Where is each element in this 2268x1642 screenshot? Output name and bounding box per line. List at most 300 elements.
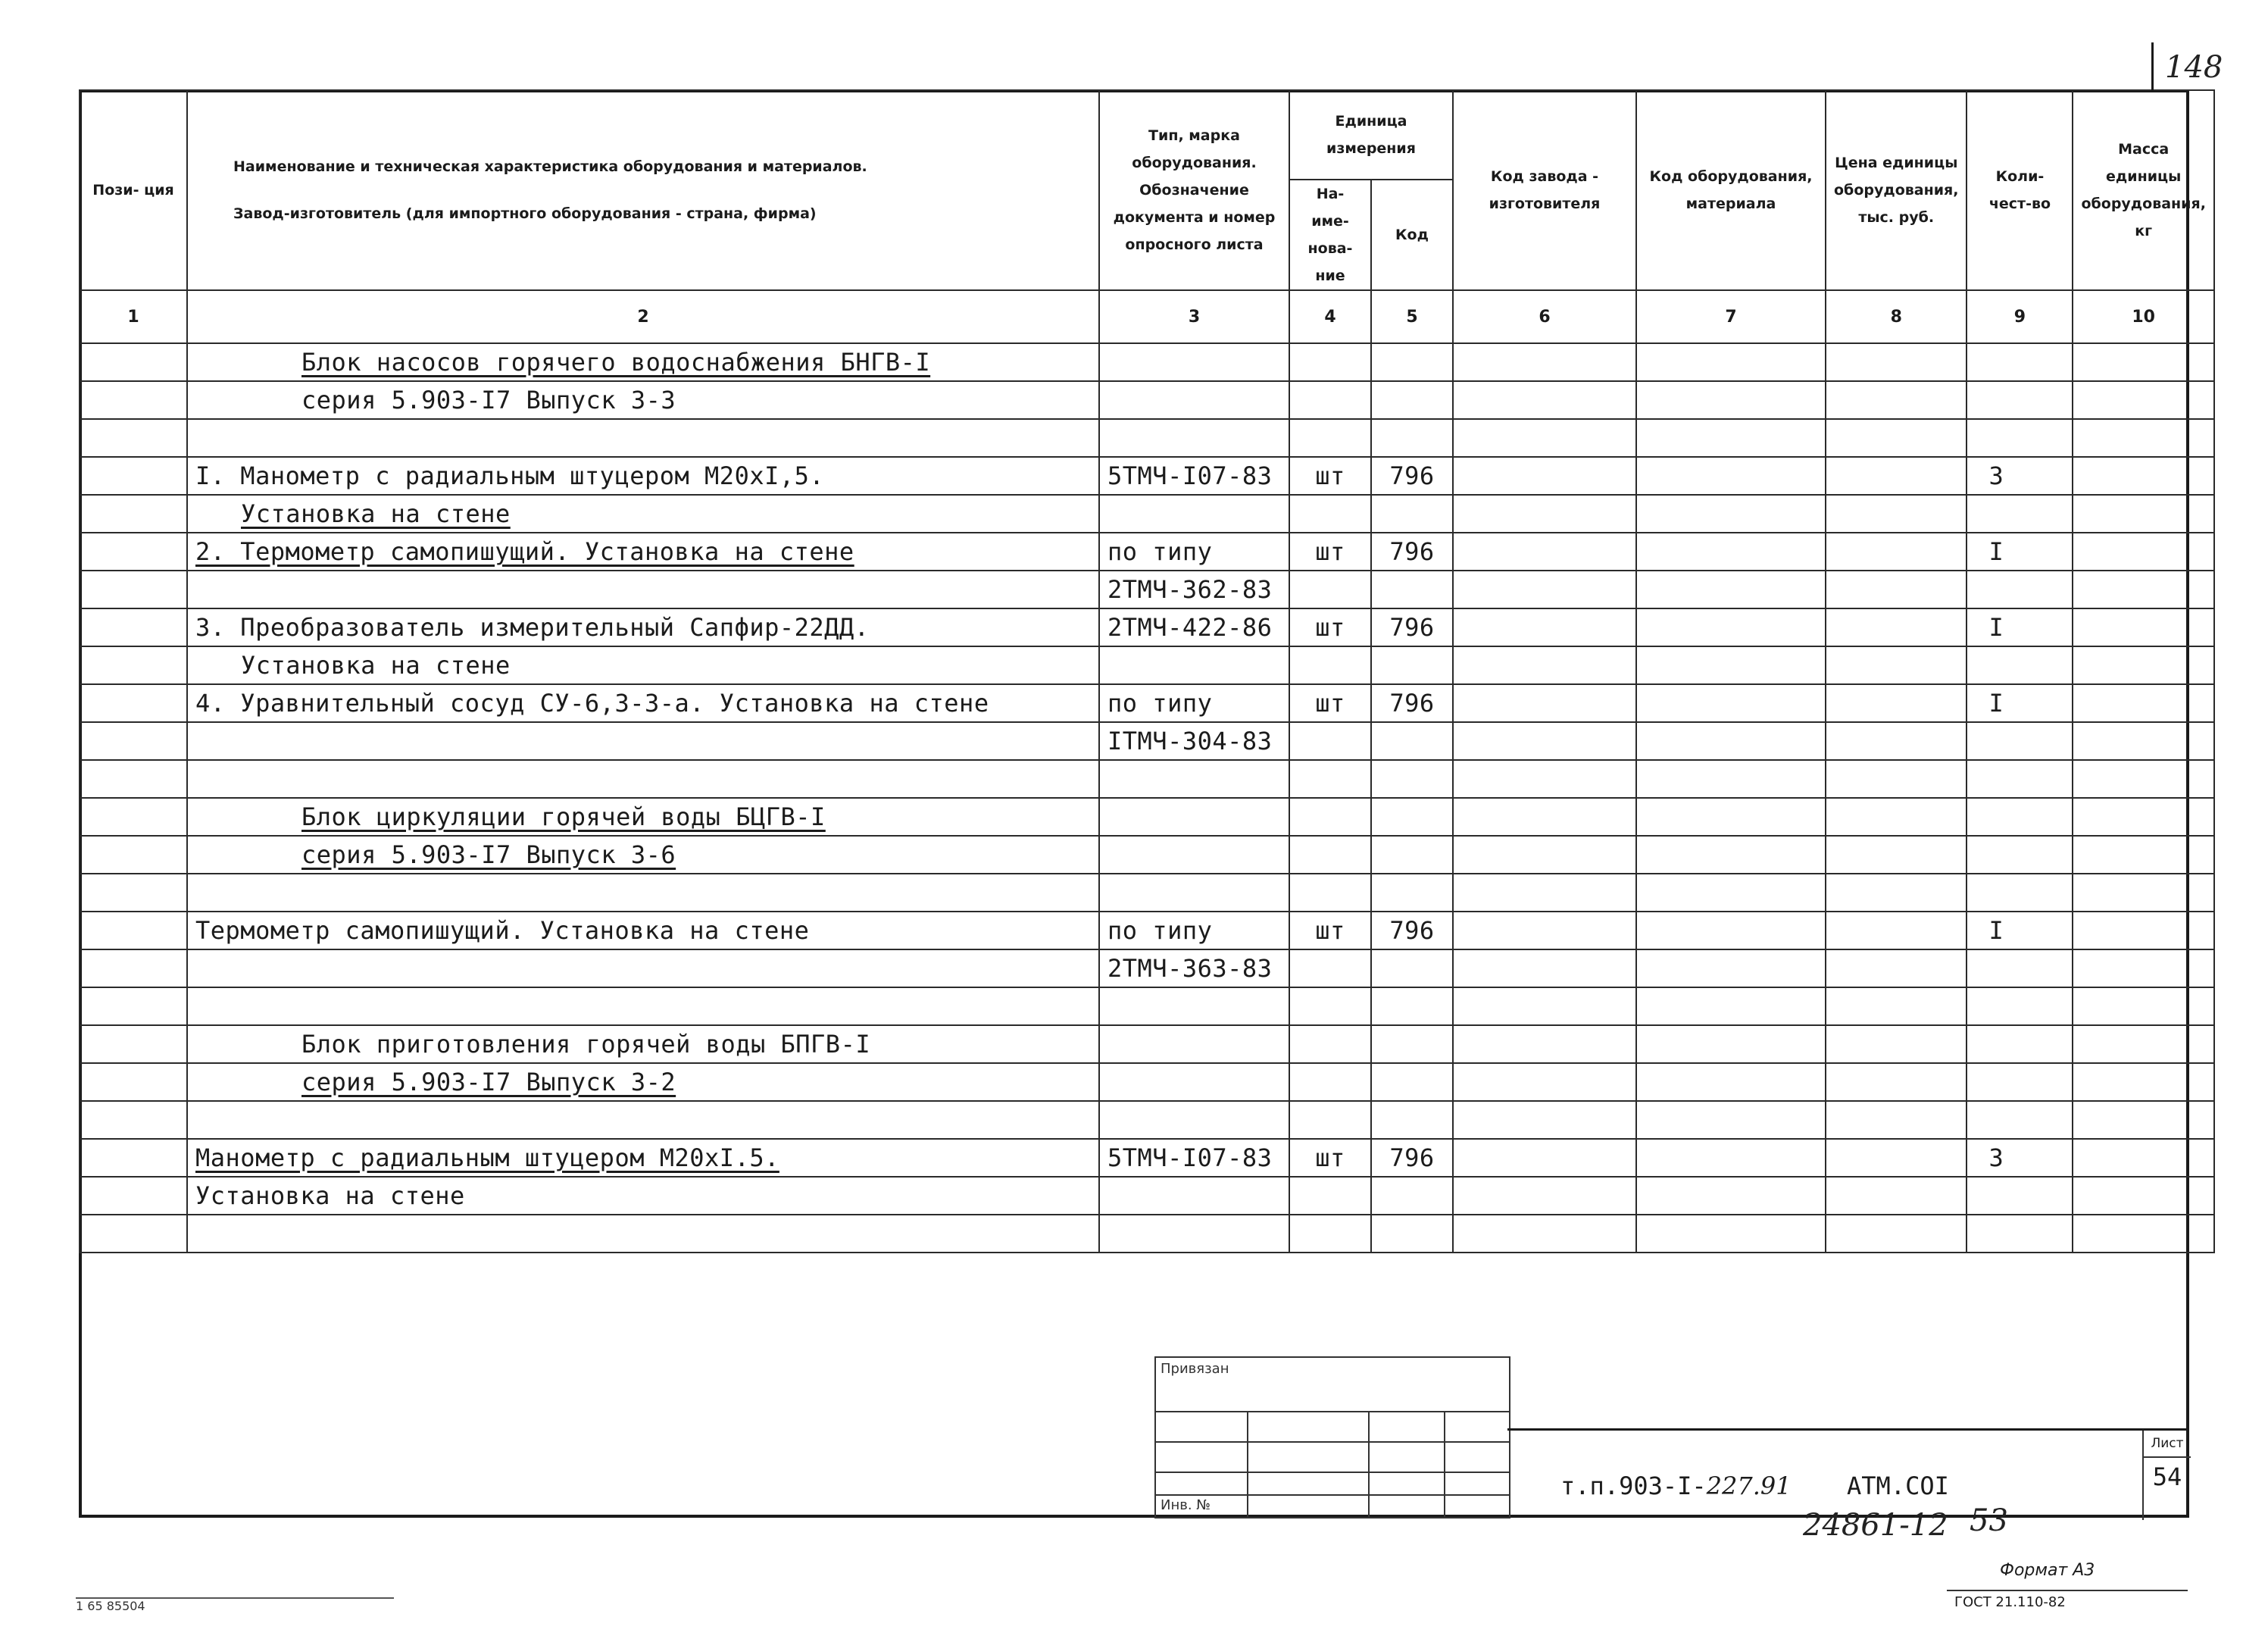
cell-empty (2073, 1139, 2213, 1177)
cell-type (1099, 1025, 1289, 1063)
cell-empty (1453, 457, 1636, 495)
sheet-label: Лист (2144, 1431, 2191, 1458)
cell-code: 796 (1371, 608, 1453, 646)
cell-empty (1826, 1215, 1967, 1253)
cell-empty (2073, 1215, 2213, 1253)
cell-empty (1826, 419, 1967, 457)
cell-empty (2073, 912, 2213, 949)
cell-unit (1289, 419, 1371, 457)
cell-type (1099, 987, 1289, 1025)
cell-name: Установка на стене (187, 1177, 1099, 1215)
cell-type: 2ТМЧ-363-83 (1099, 949, 1289, 987)
cell-empty (1453, 722, 1636, 760)
cell-empty (1636, 912, 1826, 949)
cell-empty (1636, 457, 1826, 495)
table-row (80, 419, 2214, 457)
cell-empty (1636, 684, 1826, 722)
cell-type (1099, 495, 1289, 533)
cell-empty (1453, 949, 1636, 987)
cell-empty (2073, 495, 2213, 533)
table-row (80, 684, 2214, 722)
cell-empty (80, 798, 187, 836)
cell-empty (80, 874, 187, 912)
cell-empty (80, 381, 187, 419)
stamp-label-top: Привязан (1161, 1361, 1229, 1377)
header-unit-code: Код (1371, 180, 1453, 290)
cell-type (1099, 760, 1289, 798)
cell-code: 796 (1371, 912, 1453, 949)
cell-qty: I (1967, 912, 2073, 949)
cell-unit: шт (1289, 1139, 1371, 1177)
cell-type: 5ТМЧ-I07-83 (1099, 1139, 1289, 1177)
cell-empty (1453, 1101, 1636, 1139)
cell-qty (1967, 343, 2073, 381)
cell-qty: 3 (1967, 457, 2073, 495)
cell-qty (1967, 1025, 2073, 1063)
cell-code (1371, 646, 1453, 684)
cell-name: серия 5.903-I7 Выпуск 3-6 (187, 836, 1099, 874)
table-row (80, 760, 2214, 798)
cell-code (1371, 987, 1453, 1025)
cell-code (1371, 722, 1453, 760)
cell-empty (80, 1139, 187, 1177)
cell-code: 796 (1371, 1139, 1453, 1177)
title-block (1507, 1428, 2189, 1520)
cell-empty (80, 343, 187, 381)
cell-empty (2073, 836, 2213, 874)
cell-empty (1636, 1177, 1826, 1215)
cell-qty (1967, 798, 2073, 836)
cell-qty (1967, 1063, 2073, 1101)
cell-empty (1636, 608, 1826, 646)
cell-empty (1826, 1101, 1967, 1139)
cell-code: 796 (1371, 684, 1453, 722)
cell-unit (1289, 1101, 1371, 1139)
cell-empty (1453, 874, 1636, 912)
table-row (80, 495, 2214, 533)
cell-code (1371, 381, 1453, 419)
col-number: 10 (2073, 290, 2213, 343)
table-row (80, 1139, 2214, 1177)
cell-type: 2ТМЧ-362-83 (1099, 571, 1289, 608)
cell-type (1099, 874, 1289, 912)
cell-unit: шт (1289, 608, 1371, 646)
col-number: 8 (1826, 290, 1967, 343)
cell-empty (80, 987, 187, 1025)
cell-empty (2073, 608, 2213, 646)
cell-name (187, 874, 1099, 912)
cell-code (1371, 1177, 1453, 1215)
cell-empty (1636, 949, 1826, 987)
page-corner-number: 148 (2165, 50, 2223, 85)
table-row (80, 912, 2214, 949)
cell-empty (1636, 419, 1826, 457)
table-row (80, 1215, 2214, 1253)
header-plant-code: Код завода - изготовителя (1453, 90, 1636, 290)
handwritten-inventory: 24861-12 (1803, 1508, 1948, 1543)
cell-empty (1453, 1063, 1636, 1101)
cell-empty (80, 419, 187, 457)
cell-empty (80, 533, 187, 571)
cell-empty (2073, 1177, 2213, 1215)
cell-qty (1967, 874, 2073, 912)
cell-empty (1826, 608, 1967, 646)
cell-empty (1826, 646, 1967, 684)
cell-qty (1967, 722, 2073, 760)
cell-empty (1453, 533, 1636, 571)
cell-empty (80, 646, 187, 684)
cell-empty (1636, 1063, 1826, 1101)
table-row (80, 836, 2214, 874)
cell-empty (2073, 987, 2213, 1025)
cell-empty (2073, 874, 2213, 912)
cell-empty (1453, 646, 1636, 684)
cell-empty (1636, 722, 1826, 760)
corner-bottom-left: 1 65 85504 (76, 1599, 145, 1613)
table-row (80, 1025, 2214, 1063)
cell-name: Блок приготовления горячей воды БПГВ-I (187, 1025, 1099, 1063)
cell-qty (1967, 760, 2073, 798)
cell-code (1371, 874, 1453, 912)
cell-empty (1826, 1139, 1967, 1177)
table-row (80, 1177, 2214, 1215)
cell-empty (1636, 381, 1826, 419)
header-type: Тип, марка оборудования. Обозначение документа и номер опросного листа (1099, 90, 1289, 290)
cell-empty (1636, 1139, 1826, 1177)
cell-empty (1826, 571, 1967, 608)
cell-name: Установка на стене (187, 646, 1099, 684)
cell-qty (1967, 381, 2073, 419)
col-number: 5 (1371, 290, 1453, 343)
cell-qty (1967, 1177, 2073, 1215)
specification-table (79, 89, 2215, 1253)
cell-empty (1826, 457, 1967, 495)
cell-empty (1826, 987, 1967, 1025)
cell-empty (1453, 419, 1636, 457)
cell-empty (2073, 722, 2213, 760)
header-equip-code: Код оборудования, материала (1636, 90, 1826, 290)
cell-empty (2073, 684, 2213, 722)
cell-qty (1967, 949, 2073, 987)
cell-name: Манометр с радиальным штуцером М20хI.5. (187, 1139, 1099, 1177)
table-row (80, 646, 2214, 684)
cell-qty (1967, 836, 2073, 874)
cell-code (1371, 1215, 1453, 1253)
cell-empty (2073, 343, 2213, 381)
cell-unit (1289, 381, 1371, 419)
header-qty: Коли-чест-во (1967, 90, 2073, 290)
col-number: 2 (187, 290, 1099, 343)
cell-name: Блок циркуляции горячей воды БЦГВ-I (187, 798, 1099, 836)
header-position: Пози- ция (80, 90, 187, 290)
cell-name: 2. Термометр самопишущий. Установка на стене (187, 533, 1099, 571)
sheet-number-box (2142, 1431, 2191, 1520)
cell-qty (1967, 571, 2073, 608)
cell-empty (1826, 343, 1967, 381)
cell-empty (1826, 874, 1967, 912)
cell-unit (1289, 874, 1371, 912)
table-body (80, 343, 2214, 1253)
cell-unit (1289, 798, 1371, 836)
cell-empty (1636, 495, 1826, 533)
cell-code: 796 (1371, 457, 1453, 495)
cell-empty (2073, 1025, 2213, 1063)
stamp-label-bottom: Инв. № (1161, 1497, 1211, 1513)
cell-code (1371, 949, 1453, 987)
cell-empty (80, 1215, 187, 1253)
cell-empty (1636, 533, 1826, 571)
header-name: Наименование и техническая характеристика оборудования и материалов. Завод-изготовитель (для импортного оборудования - страна, фирма) (187, 90, 1099, 290)
cell-qty: I (1967, 608, 2073, 646)
table-row (80, 533, 2214, 571)
cell-empty (80, 1101, 187, 1139)
cell-unit (1289, 987, 1371, 1025)
cell-name (187, 949, 1099, 987)
cell-empty (2073, 760, 2213, 798)
cell-type (1099, 1177, 1289, 1215)
cell-name: I. Манометр с радиальным штуцером М20хI,5. (187, 457, 1099, 495)
cell-name (187, 1101, 1099, 1139)
doc-code: т.п.903-I-227.91 (1560, 1472, 1792, 1500)
cell-empty (1826, 912, 1967, 949)
handwritten-inventory-2: 53 (1970, 1503, 2008, 1538)
doc-suffix: АТМ.СОI (1847, 1472, 1949, 1500)
cell-empty (1636, 836, 1826, 874)
cell-empty (1453, 1139, 1636, 1177)
cell-empty (1826, 836, 1967, 874)
format-label: Формат А3 (2000, 1561, 2095, 1580)
cell-name (187, 987, 1099, 1025)
cell-type (1099, 1215, 1289, 1253)
cell-empty (80, 1025, 187, 1063)
cell-type (1099, 836, 1289, 874)
cell-empty (80, 684, 187, 722)
cell-type (1099, 646, 1289, 684)
cell-empty (1453, 1025, 1636, 1063)
cell-empty (1636, 1215, 1826, 1253)
sheet-number: 54 (2152, 1462, 2182, 1491)
table-row (80, 343, 2214, 381)
cell-unit: шт (1289, 457, 1371, 495)
cell-qty: 3 (1967, 1139, 2073, 1177)
cell-empty (1636, 798, 1826, 836)
cell-empty (1636, 343, 1826, 381)
cell-name (187, 722, 1099, 760)
table-row (80, 874, 2214, 912)
cell-name: Термометр самопишущий. Установка на стене (187, 912, 1099, 949)
cell-qty: I (1967, 533, 2073, 571)
cell-empty (2073, 1101, 2213, 1139)
cell-unit (1289, 760, 1371, 798)
cell-code (1371, 1025, 1453, 1063)
cell-empty (2073, 798, 2213, 836)
cell-empty (2073, 571, 2213, 608)
cell-empty (1453, 343, 1636, 381)
cell-unit (1289, 836, 1371, 874)
table-row (80, 1063, 2214, 1101)
cell-qty (1967, 419, 2073, 457)
cell-code (1371, 760, 1453, 798)
cell-empty (2073, 1063, 2213, 1101)
cell-empty (1826, 533, 1967, 571)
cell-empty (1453, 760, 1636, 798)
cell-empty (2073, 457, 2213, 495)
col-number: 6 (1453, 290, 1636, 343)
cell-empty (2073, 646, 2213, 684)
cell-unit (1289, 1215, 1371, 1253)
cell-empty (80, 571, 187, 608)
cell-unit: шт (1289, 684, 1371, 722)
cell-code (1371, 1063, 1453, 1101)
cell-unit (1289, 949, 1371, 987)
cell-name: 3. Преобразователь измерительный Сапфир-22ДД. (187, 608, 1099, 646)
cell-name: Блок насосов горячего водоснабжения БНГВ-I (187, 343, 1099, 381)
cell-qty (1967, 495, 2073, 533)
cell-empty (1453, 608, 1636, 646)
gost-label: ГОСТ 21.110-82 (1954, 1594, 2066, 1610)
cell-name: Установка на стене (187, 495, 1099, 533)
cell-empty (80, 949, 187, 987)
cell-empty (1636, 646, 1826, 684)
cell-empty (80, 912, 187, 949)
cell-unit (1289, 1025, 1371, 1063)
col-number: 3 (1099, 290, 1289, 343)
cell-empty (1636, 1025, 1826, 1063)
cell-code (1371, 836, 1453, 874)
cell-empty (2073, 419, 2213, 457)
cell-empty (1826, 1063, 1967, 1101)
cell-empty (80, 608, 187, 646)
cell-empty (1453, 1177, 1636, 1215)
table-row (80, 722, 2214, 760)
cell-empty (80, 457, 187, 495)
cell-empty (1453, 571, 1636, 608)
cell-empty (1453, 381, 1636, 419)
cell-qty (1967, 646, 2073, 684)
cell-empty (80, 1063, 187, 1101)
cell-empty (80, 722, 187, 760)
col-number: 4 (1289, 290, 1371, 343)
cell-name (187, 760, 1099, 798)
table-row (80, 798, 2214, 836)
table-row (80, 608, 2214, 646)
cell-code (1371, 798, 1453, 836)
cell-empty (1453, 684, 1636, 722)
cell-name (187, 571, 1099, 608)
cell-empty (1453, 987, 1636, 1025)
cell-empty (80, 760, 187, 798)
cell-empty (1826, 495, 1967, 533)
cell-empty (1636, 571, 1826, 608)
cell-name: серия 5.903-I7 Выпуск 3-3 (187, 381, 1099, 419)
cell-empty (1826, 760, 1967, 798)
cell-type (1099, 419, 1289, 457)
cell-type (1099, 1063, 1289, 1101)
cell-empty (1453, 798, 1636, 836)
cell-code (1371, 1101, 1453, 1139)
table-row (80, 949, 2214, 987)
cell-qty (1967, 1101, 2073, 1139)
col-number: 7 (1636, 290, 1826, 343)
cell-unit (1289, 495, 1371, 533)
cell-empty (1826, 1025, 1967, 1063)
table-row (80, 987, 2214, 1025)
header-mass: Масса единицы оборудования, кг (2073, 90, 2213, 290)
cell-empty (2073, 949, 2213, 987)
cell-empty (1826, 722, 1967, 760)
cell-code: 796 (1371, 533, 1453, 571)
column-number-row (80, 290, 2214, 343)
cell-name (187, 1215, 1099, 1253)
col-number: 1 (80, 290, 187, 343)
cell-empty (1636, 1101, 1826, 1139)
cell-name: 4. Уравнительный сосуд СУ-6,3-3-а. Установка на стене (187, 684, 1099, 722)
cell-code (1371, 495, 1453, 533)
cell-unit: шт (1289, 533, 1371, 571)
cell-qty: I (1967, 684, 2073, 722)
cell-unit: шт (1289, 912, 1371, 949)
table-row (80, 457, 2214, 495)
cell-type (1099, 1101, 1289, 1139)
cell-unit (1289, 343, 1371, 381)
cell-name: серия 5.903-I7 Выпуск 3-2 (187, 1063, 1099, 1101)
header-price: Цена единицы оборудования, тыс. руб. (1826, 90, 1967, 290)
table-row (80, 571, 2214, 608)
cell-empty (1636, 987, 1826, 1025)
cell-name (187, 419, 1099, 457)
cell-code (1371, 571, 1453, 608)
cell-type: по типу (1099, 912, 1289, 949)
cell-type: 2ТМЧ-422-86 (1099, 608, 1289, 646)
cell-unit (1289, 646, 1371, 684)
cell-qty (1967, 987, 2073, 1025)
stamp-binding-block (1154, 1356, 1510, 1518)
cell-empty (1826, 949, 1967, 987)
cell-unit (1289, 1063, 1371, 1101)
cell-empty (80, 1177, 187, 1215)
cell-empty (1453, 836, 1636, 874)
cell-empty (1826, 1177, 1967, 1215)
cell-type (1099, 381, 1289, 419)
cell-empty (1826, 381, 1967, 419)
cell-unit (1289, 722, 1371, 760)
cell-type: 5ТМЧ-I07-83 (1099, 457, 1289, 495)
cell-unit (1289, 1177, 1371, 1215)
cell-type (1099, 798, 1289, 836)
col-number: 9 (1967, 290, 2073, 343)
cell-code (1371, 343, 1453, 381)
header-unit-group: Единица измерения (1289, 90, 1453, 180)
header-unit-name: На-име-нова-ние (1289, 180, 1371, 290)
cell-empty (1826, 684, 1967, 722)
table-row (80, 381, 2214, 419)
cell-empty (80, 495, 187, 533)
cell-empty (1826, 798, 1967, 836)
table-row (80, 1101, 2214, 1139)
cell-empty (2073, 533, 2213, 571)
cell-qty (1967, 1215, 2073, 1253)
cell-empty (1636, 874, 1826, 912)
cell-empty (1453, 912, 1636, 949)
cell-empty (1453, 495, 1636, 533)
table-header-row (80, 90, 2214, 180)
cell-code (1371, 419, 1453, 457)
cell-type: по типу (1099, 684, 1289, 722)
cell-unit (1289, 571, 1371, 608)
cell-type: IТМЧ-304-83 (1099, 722, 1289, 760)
cell-empty (2073, 381, 2213, 419)
cell-empty (1636, 760, 1826, 798)
